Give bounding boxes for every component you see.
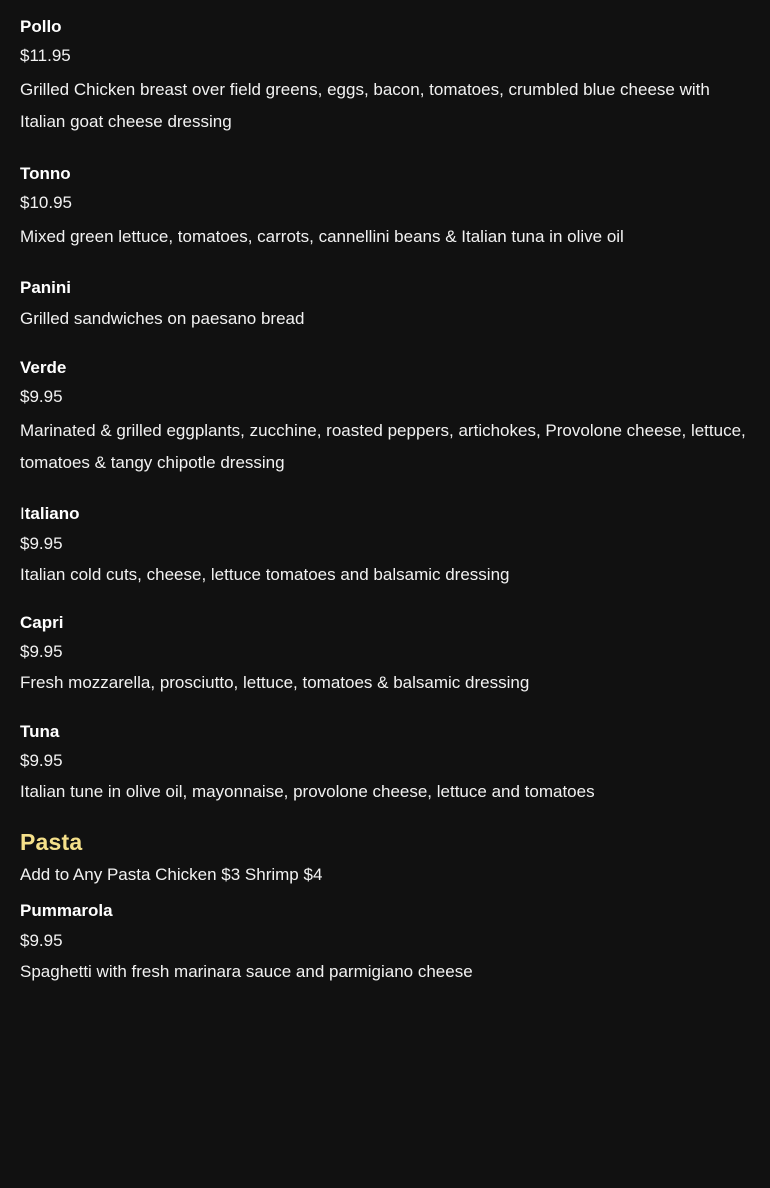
menu-item-price: $9.95 [20,930,63,950]
menu-item [20,163,750,253]
menu-item-price: $9.95 [20,642,63,662]
menu-item-name: Pummarola [20,901,113,921]
menu-item [20,357,750,480]
menu-item-description: Grilled Chicken breast over field greens, eggs, bacon, tomatoes, crumbled blue cheese with Italian goat cheese dressing [20,80,710,132]
menu-item-description: Marinated & grilled eggplants, zucchine, roasted peppers, artichokes, Provolone cheese, lettuce, tomatoes & tangy chipotle dressing [20,420,746,473]
menu-item [20,612,750,697]
menu-item [20,503,750,588]
menu-item-name: Italiano [20,504,80,524]
menu-category-description: Grilled sandwiches on paesano bread [20,309,305,329]
menu-item [20,721,750,806]
menu-item-price: $11.95 [20,46,71,66]
menu-item-description: Mixed green lettuce, tomatoes, carrots, cannellini beans & Italian tuna in olive oil [20,226,624,246]
menu-item-price: $9.95 [20,386,63,406]
menu-item-description: Italian cold cuts, cheese, lettuce tomatoes and balsamic dressing [20,564,510,584]
menu-item-price: $9.95 [20,750,63,770]
menu-category-panini [20,277,750,332]
menu-item-description: Fresh mozzarella, prosciutto, lettuce, tomatoes & balsamic dressing [20,673,530,693]
menu-item [20,900,750,985]
section-heading-pasta: Pasta [20,829,83,856]
section-note-pasta: Add to Any Pasta Chicken $3 Shrimp $4 [20,865,323,885]
menu-item-name: Tonno [20,163,71,183]
menu-item-description: Spaghetti with fresh marinara sauce and parmigiano cheese [20,961,473,981]
menu-category-name: Panini [20,278,72,298]
menu-item-name: Tuna [20,721,60,741]
menu-item-price: $10.95 [20,192,72,212]
menu-item [20,16,750,139]
menu-item-name: Pollo [20,17,62,36]
menu-item-name: Capri [20,613,64,633]
menu-item-price: $9.95 [20,533,63,553]
menu-item-description: Italian tune in olive oil, mayonnaise, provolone cheese, lettuce and tomatoes [20,781,595,801]
menu-item-name: Verde [20,357,67,377]
